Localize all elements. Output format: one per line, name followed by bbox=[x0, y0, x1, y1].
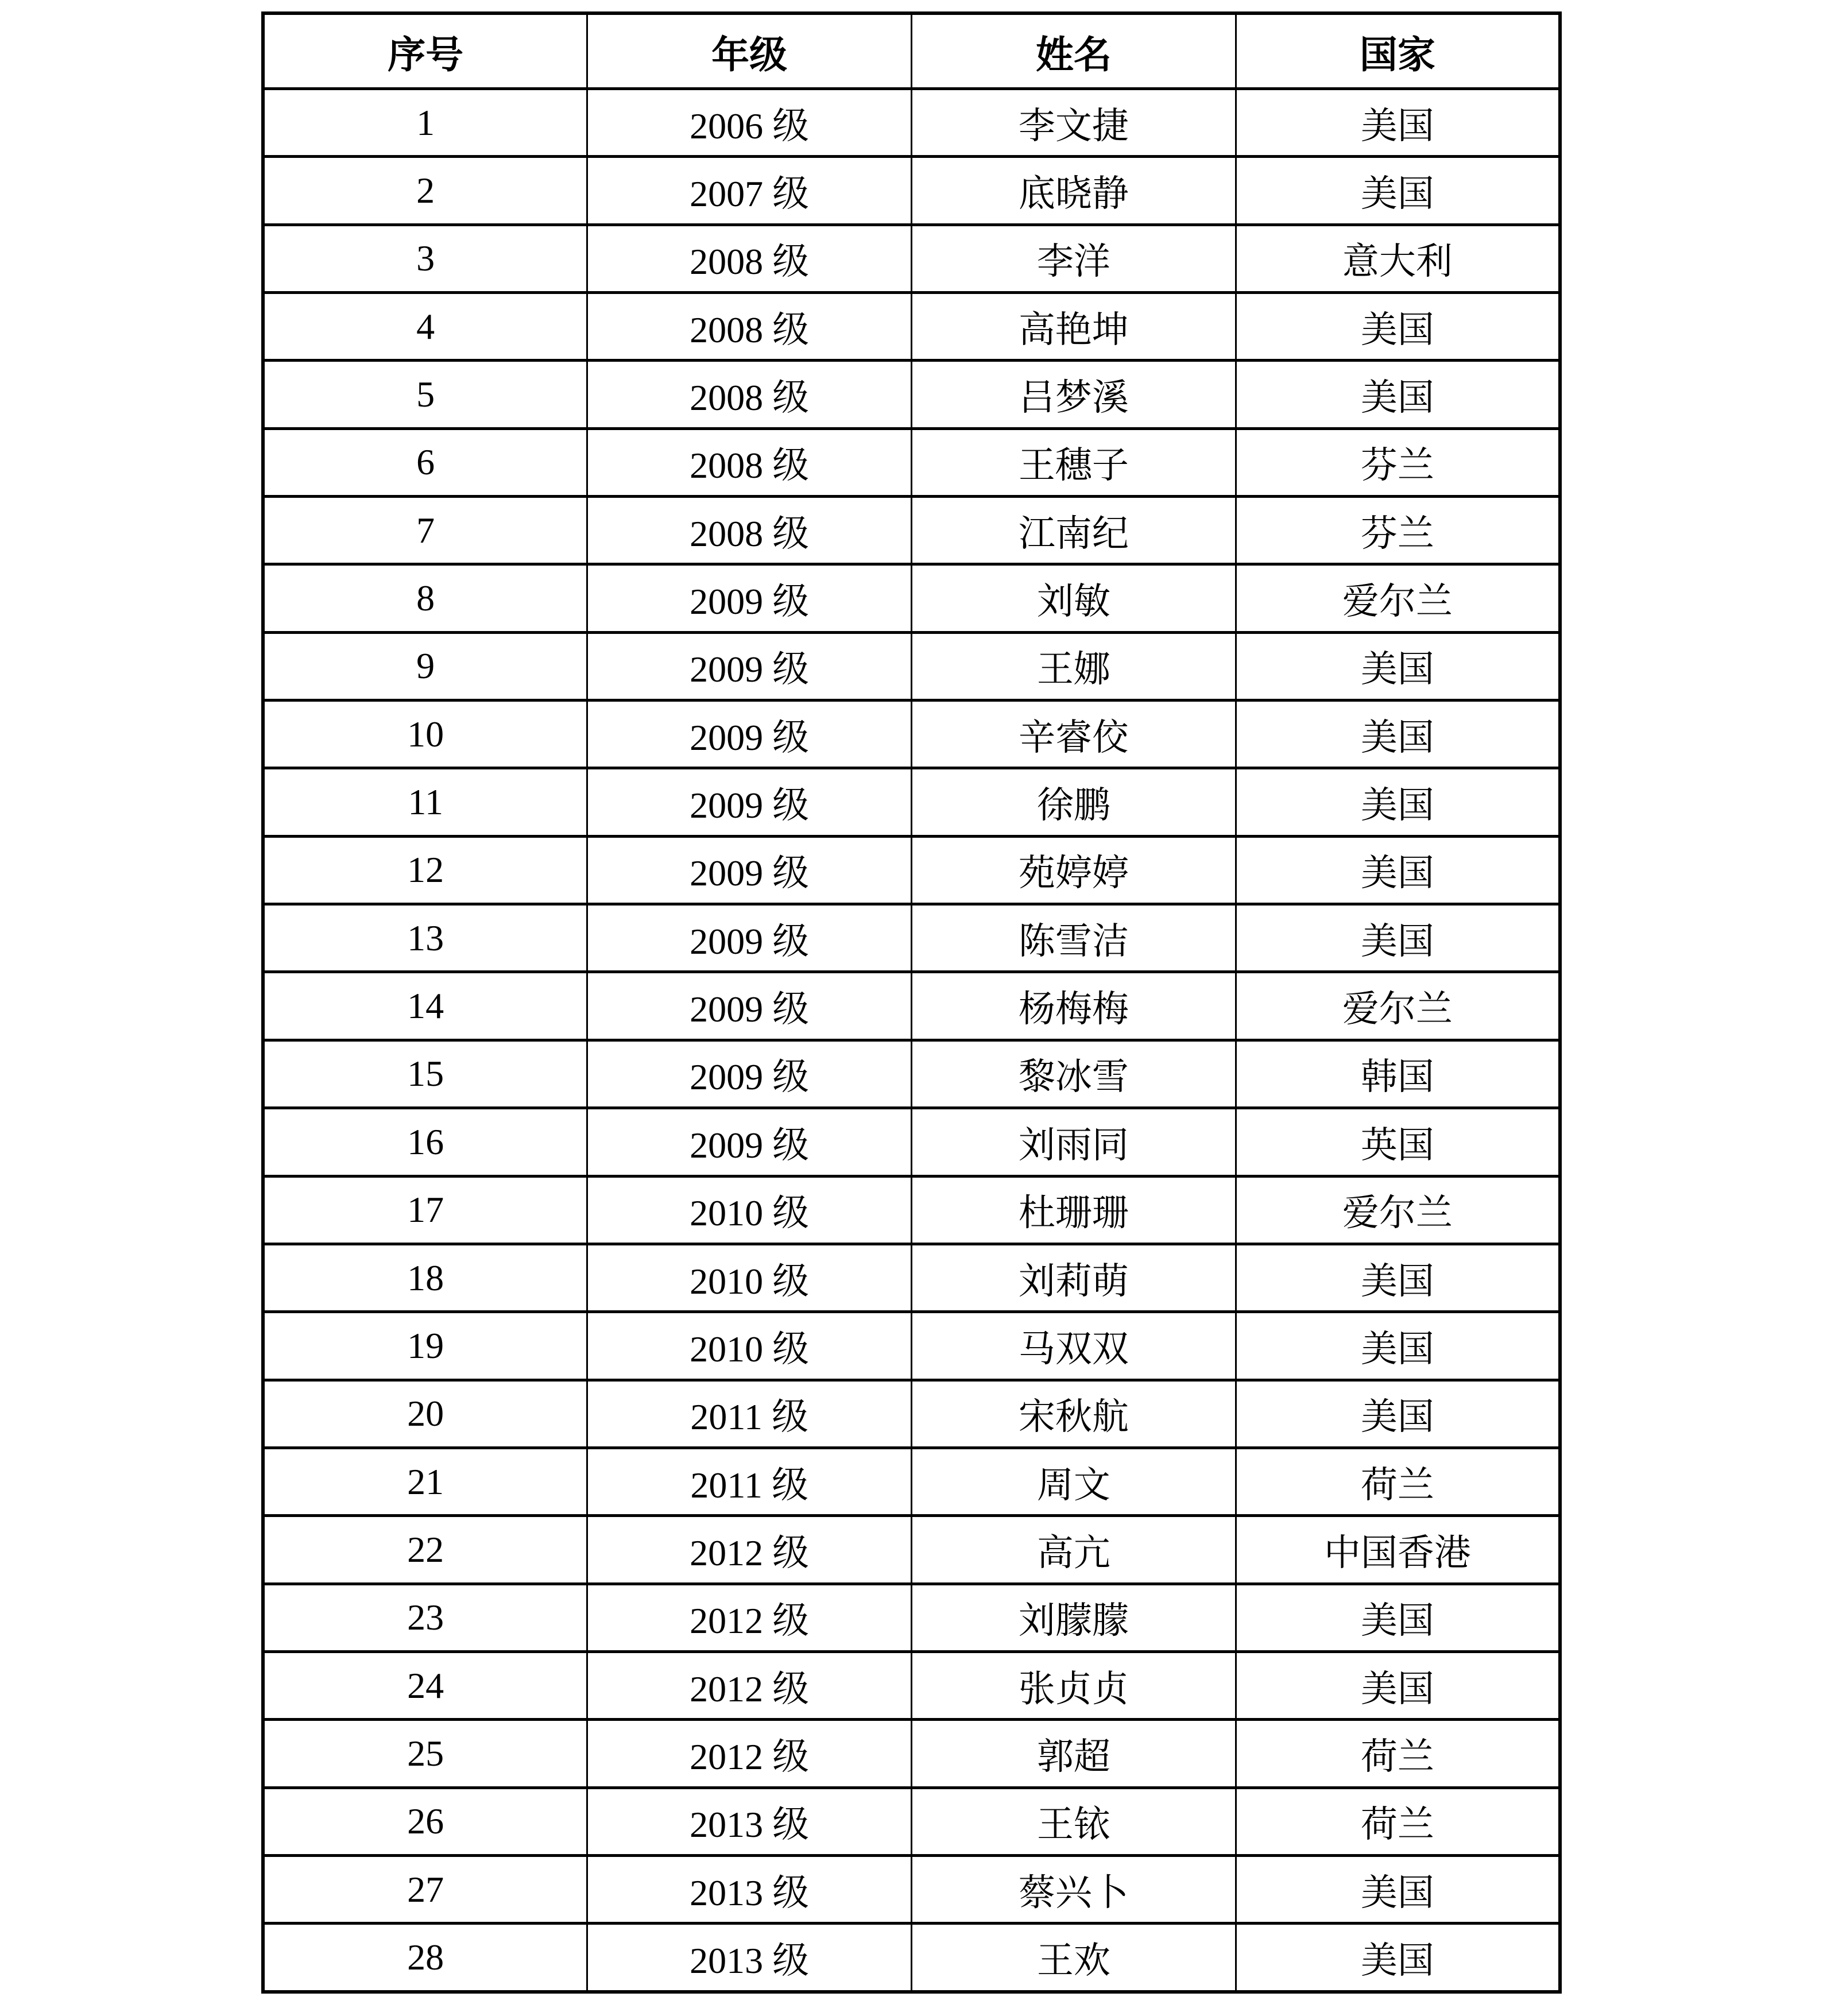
cell-name: 王铱 bbox=[912, 1787, 1236, 1855]
table-row bbox=[263, 904, 1560, 972]
cell-country: 英国 bbox=[1236, 1108, 1560, 1176]
cell-no: 7 bbox=[263, 497, 587, 564]
header-row bbox=[263, 13, 1560, 89]
table-row bbox=[263, 1244, 1560, 1311]
cell-grade: 2009 级 bbox=[587, 701, 912, 768]
table-row bbox=[263, 1584, 1560, 1651]
cell-name: 马双双 bbox=[912, 1312, 1236, 1380]
cell-country: 美国 bbox=[1236, 1924, 1560, 1992]
cell-no: 19 bbox=[263, 1312, 587, 1380]
cell-name: 辛睿佼 bbox=[912, 701, 1236, 768]
cell-name: 底晓静 bbox=[912, 157, 1236, 225]
table-row bbox=[263, 701, 1560, 768]
cell-grade: 2010 级 bbox=[587, 1244, 912, 1311]
table-row bbox=[263, 1040, 1560, 1108]
cell-country: 芬兰 bbox=[1236, 497, 1560, 564]
cell-name: 黎冰雪 bbox=[912, 1040, 1236, 1108]
cell-grade: 2012 级 bbox=[587, 1651, 912, 1719]
cell-country: 荷兰 bbox=[1236, 1720, 1560, 1787]
header-grade: 年级 bbox=[587, 13, 912, 89]
cell-country: 美国 bbox=[1236, 632, 1560, 700]
cell-country: 中国香港 bbox=[1236, 1516, 1560, 1584]
cell-country: 美国 bbox=[1236, 1584, 1560, 1651]
cell-grade: 2008 级 bbox=[587, 361, 912, 428]
cell-name: 杜珊珊 bbox=[912, 1176, 1236, 1244]
table-row bbox=[263, 972, 1560, 1040]
cell-grade: 2010 级 bbox=[587, 1312, 912, 1380]
table-row bbox=[263, 1787, 1560, 1855]
table-row bbox=[263, 361, 1560, 428]
cell-grade: 2012 级 bbox=[587, 1516, 912, 1584]
cell-no: 13 bbox=[263, 904, 587, 972]
cell-country: 美国 bbox=[1236, 768, 1560, 836]
cell-name: 刘莉萌 bbox=[912, 1244, 1236, 1311]
cell-no: 3 bbox=[263, 225, 587, 292]
cell-country: 爱尔兰 bbox=[1236, 972, 1560, 1040]
cell-no: 15 bbox=[263, 1040, 587, 1108]
cell-no: 5 bbox=[263, 361, 587, 428]
cell-grade: 2009 级 bbox=[587, 768, 912, 836]
table-row bbox=[263, 1855, 1560, 1923]
cell-country: 荷兰 bbox=[1236, 1787, 1560, 1855]
cell-grade: 2008 级 bbox=[587, 293, 912, 361]
cell-grade: 2013 级 bbox=[587, 1855, 912, 1923]
cell-grade: 2008 级 bbox=[587, 225, 912, 292]
cell-no: 10 bbox=[263, 701, 587, 768]
cell-grade: 2010 级 bbox=[587, 1176, 912, 1244]
table-body bbox=[263, 89, 1560, 1992]
cell-name: 高亢 bbox=[912, 1516, 1236, 1584]
cell-grade: 2009 级 bbox=[587, 1108, 912, 1176]
cell-country: 芬兰 bbox=[1236, 428, 1560, 496]
table-row bbox=[263, 1380, 1560, 1448]
cell-no: 4 bbox=[263, 293, 587, 361]
cell-country: 爱尔兰 bbox=[1236, 1176, 1560, 1244]
table-row bbox=[263, 1312, 1560, 1380]
cell-name: 郭超 bbox=[912, 1720, 1236, 1787]
cell-country: 美国 bbox=[1236, 904, 1560, 972]
cell-grade: 2008 级 bbox=[587, 428, 912, 496]
cell-name: 江南纪 bbox=[912, 497, 1236, 564]
cell-country: 美国 bbox=[1236, 836, 1560, 904]
cell-no: 11 bbox=[263, 768, 587, 836]
cell-no: 20 bbox=[263, 1380, 587, 1448]
cell-name: 刘雨同 bbox=[912, 1108, 1236, 1176]
table-row bbox=[263, 1516, 1560, 1584]
cell-name: 王欢 bbox=[912, 1924, 1236, 1992]
table-row bbox=[263, 768, 1560, 836]
cell-grade: 2012 级 bbox=[587, 1584, 912, 1651]
cell-no: 26 bbox=[263, 1787, 587, 1855]
table-row bbox=[263, 1924, 1560, 1992]
cell-country: 美国 bbox=[1236, 1855, 1560, 1923]
cell-grade: 2009 级 bbox=[587, 904, 912, 972]
header-country: 国家 bbox=[1236, 13, 1560, 89]
cell-name: 高艳坤 bbox=[912, 293, 1236, 361]
cell-no: 21 bbox=[263, 1448, 587, 1515]
cell-name: 张贞贞 bbox=[912, 1651, 1236, 1719]
cell-country: 美国 bbox=[1236, 1380, 1560, 1448]
cell-name: 苑婷婷 bbox=[912, 836, 1236, 904]
cell-country: 美国 bbox=[1236, 157, 1560, 225]
student-roster-table bbox=[261, 11, 1562, 1994]
cell-no: 9 bbox=[263, 632, 587, 700]
cell-name: 杨梅梅 bbox=[912, 972, 1236, 1040]
cell-country: 美国 bbox=[1236, 701, 1560, 768]
cell-no: 22 bbox=[263, 1516, 587, 1584]
cell-country: 荷兰 bbox=[1236, 1448, 1560, 1515]
cell-country: 美国 bbox=[1236, 361, 1560, 428]
header-name: 姓名 bbox=[912, 13, 1236, 89]
cell-name: 李文捷 bbox=[912, 89, 1236, 157]
table-row bbox=[263, 497, 1560, 564]
table-row bbox=[263, 89, 1560, 157]
table-row bbox=[263, 836, 1560, 904]
table-row bbox=[263, 1176, 1560, 1244]
cell-name: 陈雪洁 bbox=[912, 904, 1236, 972]
cell-country: 爱尔兰 bbox=[1236, 564, 1560, 632]
cell-grade: 2013 级 bbox=[587, 1924, 912, 1992]
cell-no: 6 bbox=[263, 428, 587, 496]
table-row bbox=[263, 1448, 1560, 1515]
cell-no: 1 bbox=[263, 89, 587, 157]
cell-no: 23 bbox=[263, 1584, 587, 1651]
header-no: 序号 bbox=[263, 13, 587, 89]
cell-name: 宋秋航 bbox=[912, 1380, 1236, 1448]
cell-no: 18 bbox=[263, 1244, 587, 1311]
table-row bbox=[263, 428, 1560, 496]
table-row bbox=[263, 1651, 1560, 1719]
table-row bbox=[263, 293, 1560, 361]
cell-no: 2 bbox=[263, 157, 587, 225]
cell-no: 16 bbox=[263, 1108, 587, 1176]
cell-country: 美国 bbox=[1236, 1651, 1560, 1719]
cell-name: 吕梦溪 bbox=[912, 361, 1236, 428]
cell-no: 8 bbox=[263, 564, 587, 632]
cell-name: 周文 bbox=[912, 1448, 1236, 1515]
cell-grade: 2011 级 bbox=[587, 1448, 912, 1515]
table-row bbox=[263, 1720, 1560, 1787]
cell-country: 美国 bbox=[1236, 89, 1560, 157]
cell-grade: 2009 级 bbox=[587, 972, 912, 1040]
cell-no: 12 bbox=[263, 836, 587, 904]
cell-name: 蔡兴卜 bbox=[912, 1855, 1236, 1923]
table-row bbox=[263, 1108, 1560, 1176]
cell-name: 王穗子 bbox=[912, 428, 1236, 496]
table-row bbox=[263, 225, 1560, 292]
cell-grade: 2009 级 bbox=[587, 836, 912, 904]
cell-name: 李洋 bbox=[912, 225, 1236, 292]
cell-name: 刘敏 bbox=[912, 564, 1236, 632]
cell-grade: 2008 级 bbox=[587, 497, 912, 564]
table-row bbox=[263, 564, 1560, 632]
cell-grade: 2009 级 bbox=[587, 1040, 912, 1108]
table-row bbox=[263, 157, 1560, 225]
cell-no: 28 bbox=[263, 1924, 587, 1992]
cell-grade: 2012 级 bbox=[587, 1720, 912, 1787]
cell-no: 24 bbox=[263, 1651, 587, 1719]
cell-grade: 2006 级 bbox=[587, 89, 912, 157]
cell-grade: 2009 级 bbox=[587, 632, 912, 700]
cell-no: 14 bbox=[263, 972, 587, 1040]
cell-grade: 2013 级 bbox=[587, 1787, 912, 1855]
cell-no: 25 bbox=[263, 1720, 587, 1787]
cell-no: 27 bbox=[263, 1855, 587, 1923]
cell-country: 意大利 bbox=[1236, 225, 1560, 292]
cell-grade: 2007 级 bbox=[587, 157, 912, 225]
table-row bbox=[263, 632, 1560, 700]
cell-country: 美国 bbox=[1236, 1312, 1560, 1380]
document-page bbox=[0, 11, 1823, 2016]
cell-name: 徐鹏 bbox=[912, 768, 1236, 836]
cell-name: 刘朦朦 bbox=[912, 1584, 1236, 1651]
cell-no: 17 bbox=[263, 1176, 587, 1244]
cell-country: 美国 bbox=[1236, 1244, 1560, 1311]
cell-country: 美国 bbox=[1236, 293, 1560, 361]
cell-country: 韩国 bbox=[1236, 1040, 1560, 1108]
cell-grade: 2009 级 bbox=[587, 564, 912, 632]
cell-name: 王娜 bbox=[912, 632, 1236, 700]
cell-grade: 2011 级 bbox=[587, 1380, 912, 1448]
